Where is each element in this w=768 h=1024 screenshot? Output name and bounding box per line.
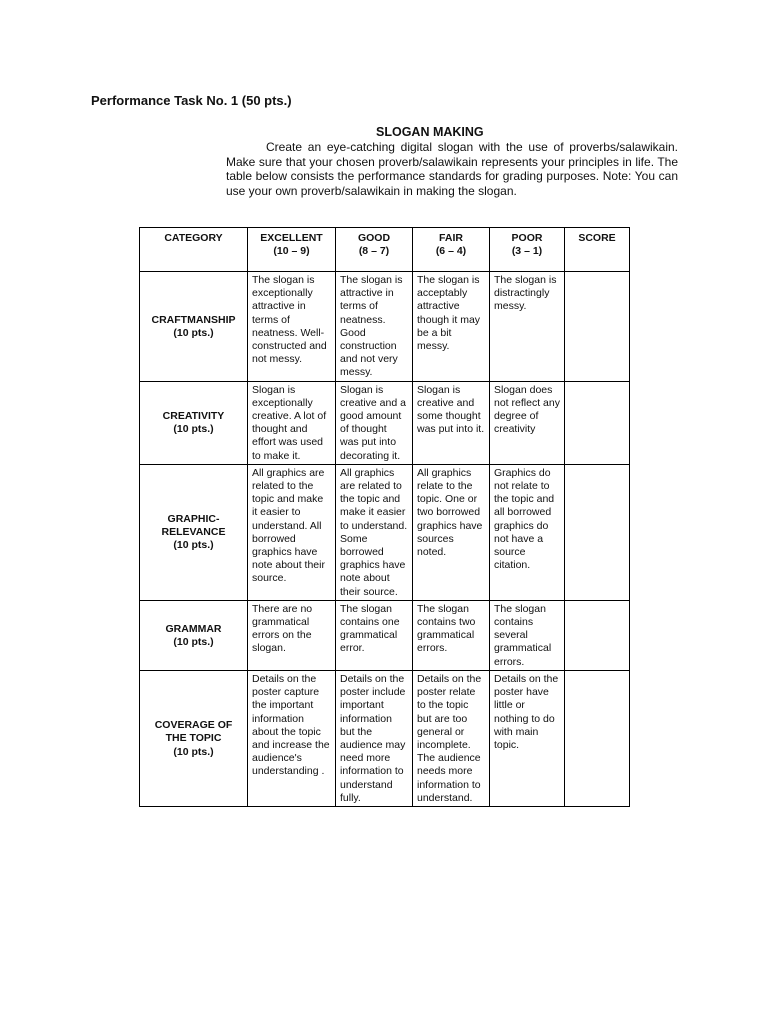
good-cell: Slogan is creative and a good amount of thought was put into decorating it. xyxy=(336,381,413,464)
section-title: SLOGAN MAKING xyxy=(376,125,484,139)
header-good xyxy=(336,228,413,272)
category-cell xyxy=(140,272,248,382)
category-points: (10 pts.) xyxy=(173,326,214,339)
header-label: EXCELLENT xyxy=(260,232,323,244)
category-name: GRAMMAR xyxy=(165,622,222,635)
rubric-table xyxy=(139,227,630,807)
fair-cell: Slogan is creative and some thought was put into it. xyxy=(413,381,490,464)
score-cell xyxy=(565,272,630,382)
header-range: (3 – 1) xyxy=(511,245,543,258)
task-title: Performance Task No. 1 (50 pts.) xyxy=(91,93,292,108)
good-cell: Details on the poster include important information but the audience may need more information to understand fully. xyxy=(336,670,413,806)
category-cell xyxy=(140,464,248,600)
header-label: POOR xyxy=(511,232,543,244)
rubric-header-row xyxy=(140,228,630,272)
fair-cell: The slogan contains two grammatical errors. xyxy=(413,600,490,670)
score-cell xyxy=(565,381,630,464)
category-cell xyxy=(140,670,248,806)
poor-cell: The slogan contains several grammatical errors. xyxy=(490,600,565,670)
header-label: SCORE xyxy=(578,232,616,244)
header-category xyxy=(140,228,248,272)
header-fair xyxy=(413,228,490,272)
category-points: (10 pts.) xyxy=(173,539,214,552)
score-cell xyxy=(565,464,630,600)
fair-cell: Details on the poster relate to the topic but are too general or incomplete. The audience needs more information to understand. xyxy=(413,670,490,806)
category-points: (10 pts.) xyxy=(173,745,214,758)
fair-cell: All graphics relate to the topic. One or two borrowed graphics have sources noted. xyxy=(413,464,490,600)
score-cell xyxy=(565,670,630,806)
excellent-cell: The slogan is exceptionally attractive in terms of neatness. Well-constructed and not messy. xyxy=(248,272,336,382)
header-label: FAIR xyxy=(439,232,463,244)
header-score xyxy=(565,228,630,272)
table-row xyxy=(140,600,630,670)
category-name: CRAFTMANSHIP xyxy=(151,313,236,326)
header-poor xyxy=(490,228,565,272)
good-cell: The slogan is attractive in terms of neatness. Good construction and not very messy. xyxy=(336,272,413,382)
good-cell: All graphics are related to the topic and make it easier to understand. Some borrowed graphics have note about their source. xyxy=(336,464,413,600)
category-cell xyxy=(140,600,248,670)
poor-cell: Details on the poster have little or nothing to do with main topic. xyxy=(490,670,565,806)
good-cell: The slogan contains one grammatical error. xyxy=(336,600,413,670)
category-cell xyxy=(140,381,248,464)
category-points: (10 pts.) xyxy=(173,423,214,436)
excellent-cell: There are no grammatical errors on the slogan. xyxy=(248,600,336,670)
table-row xyxy=(140,272,630,382)
excellent-cell: Slogan is exceptionally creative. A lot of thought and effort was used to make it. xyxy=(248,381,336,464)
table-row xyxy=(140,381,630,464)
poor-cell: Graphics do not relate to the topic and all borrowed graphics do not have a source citation. xyxy=(490,464,565,600)
header-label: GOOD xyxy=(357,232,391,244)
fair-cell: The slogan is acceptably attractive though it may be a bit messy. xyxy=(413,272,490,382)
category-name: COVERAGE OF THE TOPIC xyxy=(154,719,233,745)
excellent-cell: All graphics are related to the topic and make it easier to understand. All borrowed graphics have note about their source. xyxy=(248,464,336,600)
score-cell xyxy=(565,600,630,670)
instructions-paragraph: Create an eye-catching digital slogan with the use of proverbs/salawikain. Make sure that your chosen proverb/salawikain represents your principles in life. The table below consists the performance standards for grading purposes. Note: You can use your own proverb/salawikain in making the slogan. xyxy=(226,140,678,198)
header-excellent xyxy=(248,228,336,272)
header-range: (10 – 9) xyxy=(273,245,310,258)
poor-cell: The slogan is distractingly messy. xyxy=(490,272,565,382)
table-row xyxy=(140,670,630,806)
category-name: GRAPHIC-RELEVANCE xyxy=(161,513,226,539)
category-name: CREATIVITY xyxy=(162,410,225,423)
table-row xyxy=(140,464,630,600)
excellent-cell: Details on the poster capture the important information about the topic and increase the audience's understanding . xyxy=(248,670,336,806)
poor-cell: Slogan does not reflect any degree of creativity xyxy=(490,381,565,464)
header-label: CATEGORY xyxy=(164,232,223,244)
header-range: (6 – 4) xyxy=(435,245,467,258)
header-range: (8 – 7) xyxy=(358,245,390,258)
category-points: (10 pts.) xyxy=(173,635,214,648)
